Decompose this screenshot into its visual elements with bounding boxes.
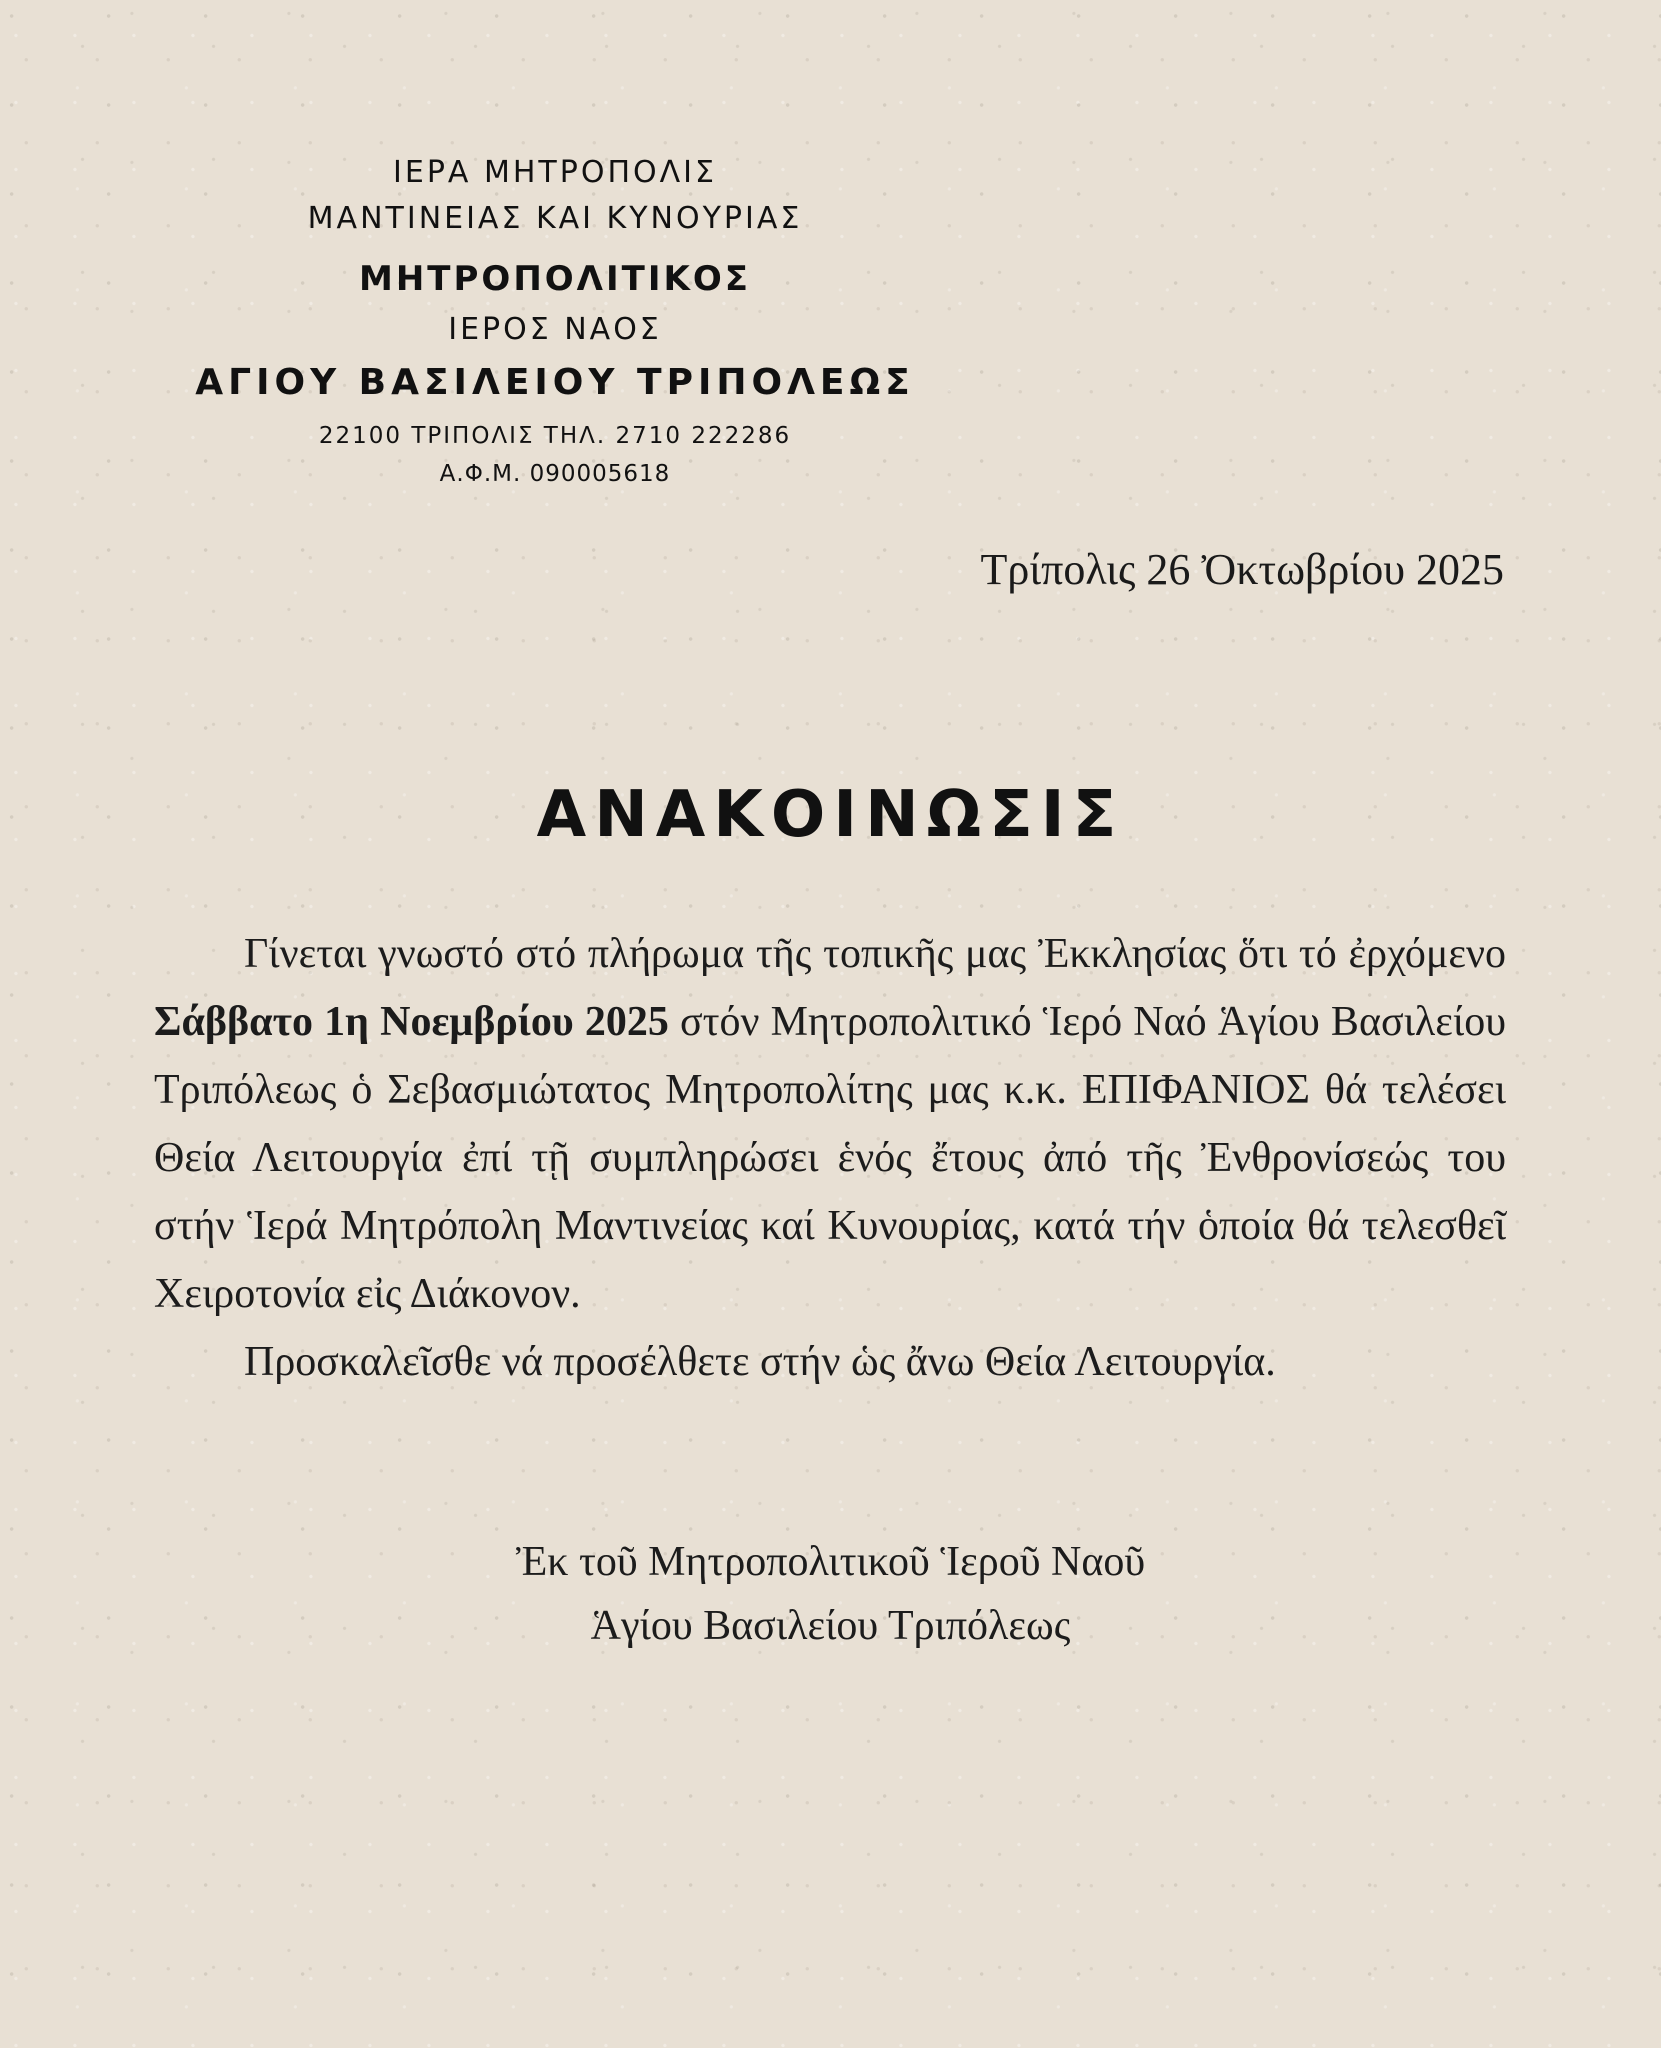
closing-line-1: Ἐκ τοῦ Μητροπολιτικοῦ Ἱεροῦ Ναοῦ	[515, 1539, 1146, 1585]
announcement-paragraph-2: Προσκαλεῖσθε νά προσέλθετε στήν ὡς ἄνω Θεία Λειτουργία.	[244, 1339, 1276, 1385]
event-date-highlight: Σάββατο 1η Νοεμβρίου 2025	[154, 999, 669, 1045]
closing-signature	[0, 1530, 1661, 1658]
letterhead	[150, 150, 960, 492]
letterhead-address: 22100 ΤΡΙΠΟΛΙΣ ΤΗΛ. 2710 222286	[318, 423, 792, 449]
letterhead-holy-church: ΙΕΡΟΣ ΝΑΟΣ	[448, 312, 662, 347]
paragraph-1-details: στόν Μητροπολιτικό Ἱερό Ναό Ἁγίου Βασιλείου Τριπόλεως ὁ Σεβασμιώτατος Μητροπολίτης μας κ.κ. ΕΠΙΦΑΝΙΟΣ θά τελέσει Θεία Λειτουργία ἐπί τῇ συμπληρώσει ἑνός ἔτους ἀπό τῆς Ἐνθρονίσεώς του στήν Ἱερά Μητρόπολη Μαντινείας καί Κυνουρίας, κατά τήν ὁποία θά τελεσθεῖ Χειροτονία εἰς Διάκονον.	[154, 999, 1506, 1317]
document-date: Τρίπολις 26 Ὀκτωβρίου 2025	[980, 545, 1504, 594]
closing-line-2: Ἁγίου Βασιλείου Τριπόλεως	[590, 1603, 1071, 1649]
letterhead-church-name: ΑΓΙΟΥ ΒΑΣΙΛΕΙΟΥ ΤΡΙΠΟΛΕΩΣ	[195, 362, 915, 403]
letterhead-metropolis: ΙΕΡΑ ΜΗΤΡΟΠΟΛΙΣ	[393, 155, 717, 190]
announcement-paragraph-1	[154, 920, 1506, 1328]
paragraph-1-intro: Γίνεται γνωστό στό πλήρωμα τῆς τοπικῆς μας Ἐκκλησίας ὅτι τό ἐρχόμενο	[244, 931, 1506, 977]
announcement-body	[154, 920, 1506, 1396]
letterhead-region: ΜΑΝΤΙΝΕΙΑΣ ΚΑΙ ΚΥΝΟΥΡΙΑΣ	[307, 201, 803, 236]
letterhead-tax-id: Α.Φ.Μ. 090005618	[439, 461, 671, 487]
page-title: ΑΝΑΚΟΙΝΩΣΙΣ	[536, 778, 1125, 852]
letterhead-metropolitan: ΜΗΤΡΟΠΟΛΙΤΙΚΟΣ	[359, 259, 751, 299]
